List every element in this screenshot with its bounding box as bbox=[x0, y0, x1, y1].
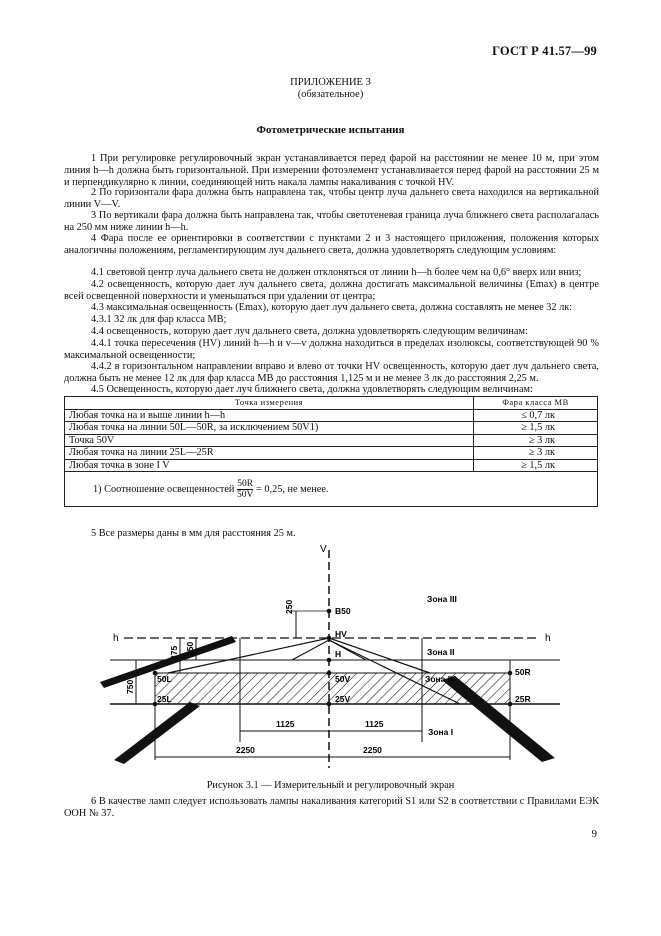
table-cell: Любая точка в зоне I V bbox=[65, 459, 474, 472]
beam-outline bbox=[168, 638, 430, 673]
table-row bbox=[65, 459, 598, 472]
page-number: 9 bbox=[591, 828, 597, 840]
label-25r: 25R bbox=[515, 694, 531, 704]
table-footnote bbox=[65, 472, 598, 507]
label-25l: 25L bbox=[157, 694, 172, 704]
table-cell: Любая точка на линии 50L—50R, за исключением 50V1) bbox=[65, 422, 474, 435]
footnote-fraction bbox=[237, 479, 253, 500]
paragraph-4-1: 4.1 световой центр луча дальнего света не должен отклоняться от линии h—h более чем на 0,6° вверх или вниз; bbox=[91, 267, 582, 278]
footnote-prefix: 1) Соотношение освещенностей bbox=[93, 483, 235, 495]
paragraph-4-2: 4.2 освещенность, которую дает луч дальнего света, должна достигать максимальной величины (Emax) в центре всей освещенной поверхности и уменьшаться при удалении от центра; bbox=[64, 279, 599, 302]
paragraph-2: 2 По горизонтали фара должна быть направлена так, чтобы центр луча дальнего света находился на вертикальной линии V—V. bbox=[64, 187, 599, 210]
appendix-title: ПРИЛОЖЕНИЕ 3 bbox=[290, 77, 371, 88]
label-zone-4: Зона IV bbox=[425, 674, 456, 684]
table-cell: Точка 50V bbox=[65, 434, 474, 447]
zone-1-left-bar bbox=[114, 702, 200, 764]
table-row bbox=[65, 447, 598, 460]
label-dim-2250a: 2250 bbox=[236, 745, 255, 755]
footnote-denominator: 50V bbox=[237, 489, 254, 500]
table-header-point: Точка измерения bbox=[65, 397, 474, 410]
label-dim-1125a: 1125 bbox=[276, 719, 295, 729]
label-dim-750: 750 bbox=[125, 679, 135, 694]
point-25r bbox=[508, 702, 513, 707]
table-cell: ≥ 3 лк bbox=[474, 434, 598, 447]
label-dim-1125b: 1125 bbox=[365, 719, 384, 729]
label-zone-3: Зона III bbox=[427, 594, 457, 604]
label-zone-2: Зона II bbox=[427, 647, 455, 657]
label-b50: B50 bbox=[335, 606, 351, 616]
low-beam-table bbox=[64, 396, 598, 507]
table-row bbox=[65, 434, 598, 447]
label-h-left: h bbox=[113, 633, 119, 644]
table-cell: ≤ 0,7 лк bbox=[474, 409, 598, 422]
table-cell: Любая точка на линии 25L—25R bbox=[65, 447, 474, 460]
table-cell: ≥ 1,5 лк bbox=[474, 459, 598, 472]
table-cell: ≥ 3 лк bbox=[474, 447, 598, 460]
point-50v bbox=[327, 671, 332, 676]
footnote-suffix: = 0,25, не менее. bbox=[255, 483, 329, 495]
label-h-right: h bbox=[545, 633, 551, 644]
table-row bbox=[65, 422, 598, 435]
section-title: Фотометрические испытания bbox=[256, 124, 405, 136]
paragraph-6: 6 В качестве ламп следует использовать лампы накаливания категорий S1 или S2 в соответствии с Правилами ЕЭК ООН № 37. bbox=[64, 796, 599, 819]
paragraph-4-4: 4.4 освещенность, которую дает луч дальнего света, должна удовлетворять следующим величинам: bbox=[91, 326, 528, 337]
label-50v: 50V bbox=[335, 674, 351, 684]
point-25v bbox=[327, 702, 332, 707]
table-header-class: Фара класса МВ bbox=[474, 397, 598, 410]
appendix-subtitle: (обязательное) bbox=[297, 89, 364, 100]
label-dim-2250b: 2250 bbox=[363, 745, 382, 755]
measuring-screen-figure bbox=[0, 540, 661, 772]
point-h bbox=[327, 658, 332, 663]
table-row bbox=[65, 409, 598, 422]
footnote-numerator: 50R bbox=[237, 478, 254, 489]
paragraph-1: 1 При регулировке регулировочный экран устанавливается перед фарой на расстоянии не менее 10 м, при этом линия h—h должна быть горизонтальной. При измерении фотоэлемент устанавливается перед фарой на расстоянии 25 м и перпендикулярно к линии, соединяющей нить накала лампы накаливания с точкой HV. bbox=[64, 153, 599, 188]
figure-caption: Рисунок 3.1 — Измерительный и регулировочный экран bbox=[206, 780, 455, 791]
label-50l: 50L bbox=[157, 674, 172, 684]
label-zone-1: Зона I bbox=[428, 727, 454, 737]
table-cell: Любая точка на и выше линии h—h bbox=[65, 409, 474, 422]
paragraph-4: 4 Фара после ее ориентировки в соответствии с пунктами 2 и 3 настоящего приложения, положения которых аналогичны положениям, регламентирующим луч дальнего света, должна удовлетворять следующим условиям: bbox=[64, 233, 599, 256]
label-h-point: H bbox=[335, 649, 342, 659]
paragraph-5: 5 Все размеры даны в мм для расстояния 25 м. bbox=[91, 528, 296, 539]
paragraph-3: 3 По вертикали фара должна быть направлена так, чтобы светотеневая граница луча ближнего света располагалась на 250 мм ниже линии h—h. bbox=[64, 210, 599, 233]
label-dim-250: 250 bbox=[284, 599, 294, 614]
label-25v: 25V bbox=[335, 694, 351, 704]
paragraph-4-4-1: 4.4.1 точка пересечения (HV) линий h—h и v—v должна находиться в пределах изолюксы, соответствующей 90 % максимальной освещенности; bbox=[64, 338, 599, 361]
table-cell: ≥ 1,5 лк bbox=[474, 422, 598, 435]
label-dim-375: 375 bbox=[169, 645, 179, 660]
label-50r: 50R bbox=[515, 667, 531, 677]
paragraph-4-3-1: 4.3.1 32 лк для фар класса МВ; bbox=[91, 314, 227, 325]
table-header-row bbox=[65, 397, 598, 410]
table-footnote-row bbox=[65, 472, 598, 507]
point-50r bbox=[508, 671, 513, 676]
standard-header: ГОСТ Р 41.57—99 bbox=[492, 44, 597, 58]
label-hv: HV bbox=[335, 629, 347, 639]
label-v: V bbox=[320, 544, 327, 555]
paragraph-4-5: 4.5 Освещенность, которую дает луч ближнего света, должна удовлетворять следующим величинам: bbox=[91, 384, 533, 395]
paragraph-4-3: 4.3 максимальная освещенность (Emax), которую дает луч дальнего света, должна составлять не менее 32 лк: bbox=[91, 302, 573, 313]
label-dim-250b: 250 bbox=[185, 641, 195, 656]
point-hv bbox=[327, 636, 332, 641]
paragraph-4-4-2: 4.4.2 в горизонтальном направлении вправо и влево от точки HV освещенность, которую дает луч дальнего света, должна быть не менее 12 лк для фар класса МВ до расстояния 1,125 м и не менее 3 лк до расстояния 2,25 м. bbox=[64, 361, 599, 384]
